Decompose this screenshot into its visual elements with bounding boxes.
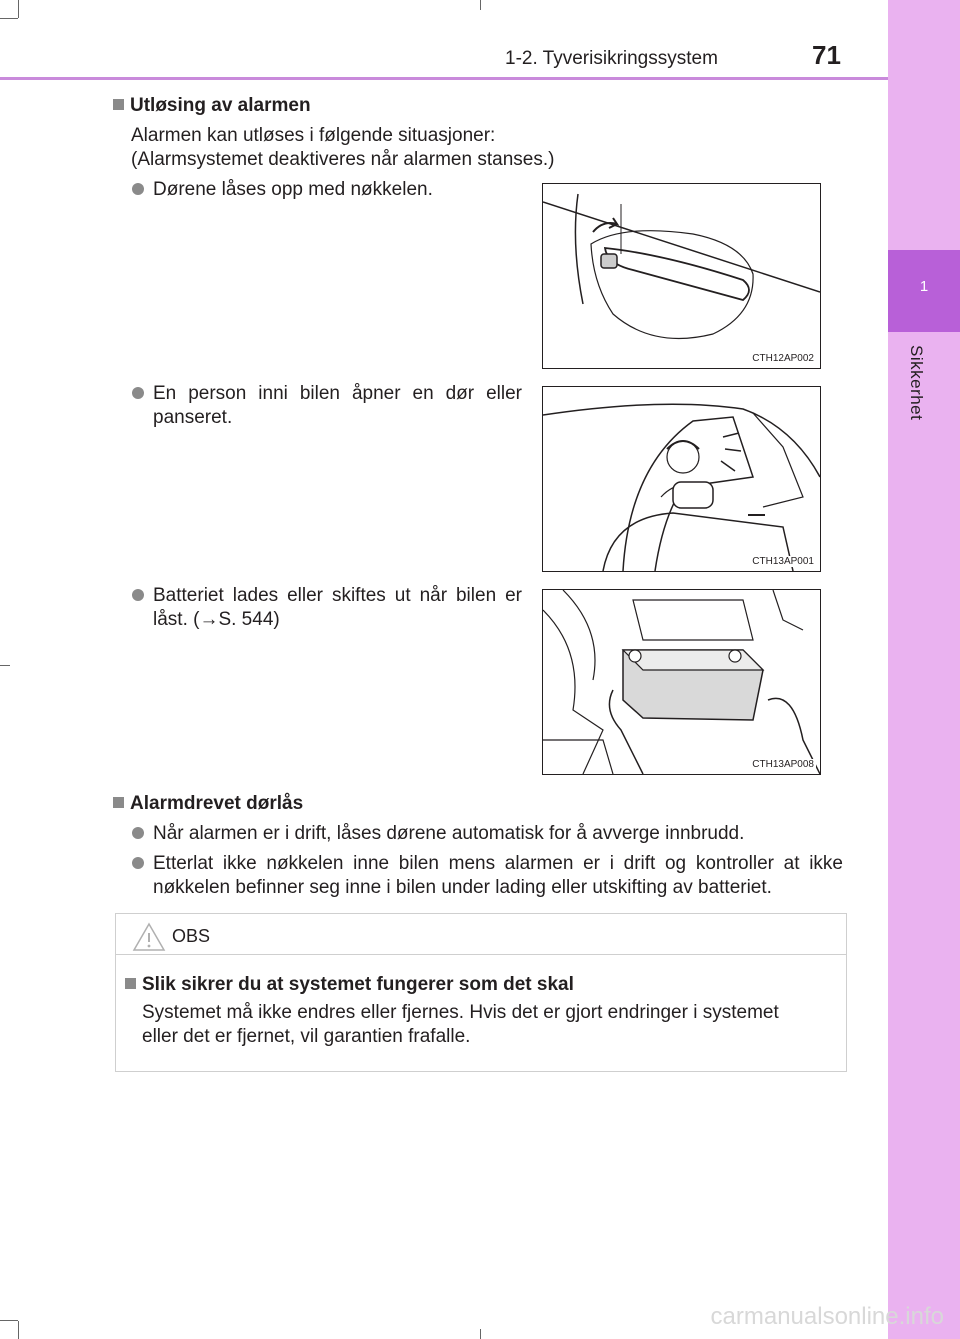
warning-triangle-icon	[132, 922, 166, 952]
list-item: Dørene låses opp med nøkkelen.	[153, 179, 433, 200]
watermark: carmanualsonline.info	[710, 1303, 944, 1330]
list-item: låst. (→S. 544)	[153, 609, 280, 630]
crop-mark	[18, 0, 19, 18]
car-door-illustration	[542, 386, 821, 572]
battery-illustration	[542, 589, 821, 775]
list-item: Batteriet lades eller skiftes ut når bilen er	[153, 585, 522, 606]
section-intro: (Alarmsystemet deaktiveres når alarmen stanses.)	[131, 149, 555, 170]
figure-code: CTH13AP001	[752, 556, 814, 567]
door-handle-illustration	[542, 183, 821, 369]
square-bullet-icon	[113, 99, 124, 110]
crop-mark	[480, 0, 481, 10]
bullet-icon	[132, 827, 144, 839]
figure-code: CTH13AP008	[752, 759, 814, 770]
notice-divider	[116, 954, 846, 955]
bullet-icon	[132, 183, 144, 195]
crop-mark	[480, 1329, 481, 1339]
chapter-sidebar	[888, 0, 960, 1339]
bullet-icon	[132, 589, 144, 601]
bullet-icon	[132, 387, 144, 399]
crop-mark	[18, 1321, 19, 1339]
section-heading: Utløsing av alarmen	[113, 94, 311, 118]
list-item: Når alarmen er i drift, låses dørene automatisk for å avverge innbrudd.	[153, 823, 745, 844]
chapter-title: Sikkerhet	[907, 345, 926, 421]
crop-mark	[0, 18, 18, 19]
square-bullet-icon	[113, 797, 124, 808]
header-rule	[0, 77, 888, 80]
list-item: En person inni bilen åpner en dør eller	[153, 383, 522, 404]
section-title: 1-2. Tyverisikringssystem	[505, 48, 718, 69]
section-heading: Alarmdrevet dørlås	[113, 792, 303, 816]
notice-text: eller det er fjernet, vil garantien frafalle.	[142, 1026, 471, 1047]
chapter-number: 1	[919, 278, 929, 295]
notice-text: Systemet må ikke endres eller fjernes. Hvis det er gjort endringer i systemet	[142, 1002, 779, 1023]
list-item: panseret.	[153, 407, 233, 428]
notice-box	[115, 913, 847, 1072]
page-number: 71	[812, 40, 841, 70]
list-item: Etterlat ikke nøkkelen inne bilen mens alarmen er i drift og kontroller at ikke	[153, 853, 843, 874]
square-bullet-icon	[125, 978, 136, 989]
crop-mark	[0, 665, 10, 666]
list-item: nøkkelen befinner seg inne i bilen under lading eller utskifting av batteriet.	[153, 877, 772, 898]
section-intro: Alarmen kan utløses i følgende situasjoner:	[131, 125, 496, 146]
crop-mark	[0, 1320, 18, 1321]
notice-heading: Slik sikrer du at systemet fungerer som det skal	[125, 973, 574, 997]
bullet-icon	[132, 857, 144, 869]
notice-label: OBS	[172, 926, 211, 946]
figure-code: CTH12AP002	[752, 353, 814, 364]
